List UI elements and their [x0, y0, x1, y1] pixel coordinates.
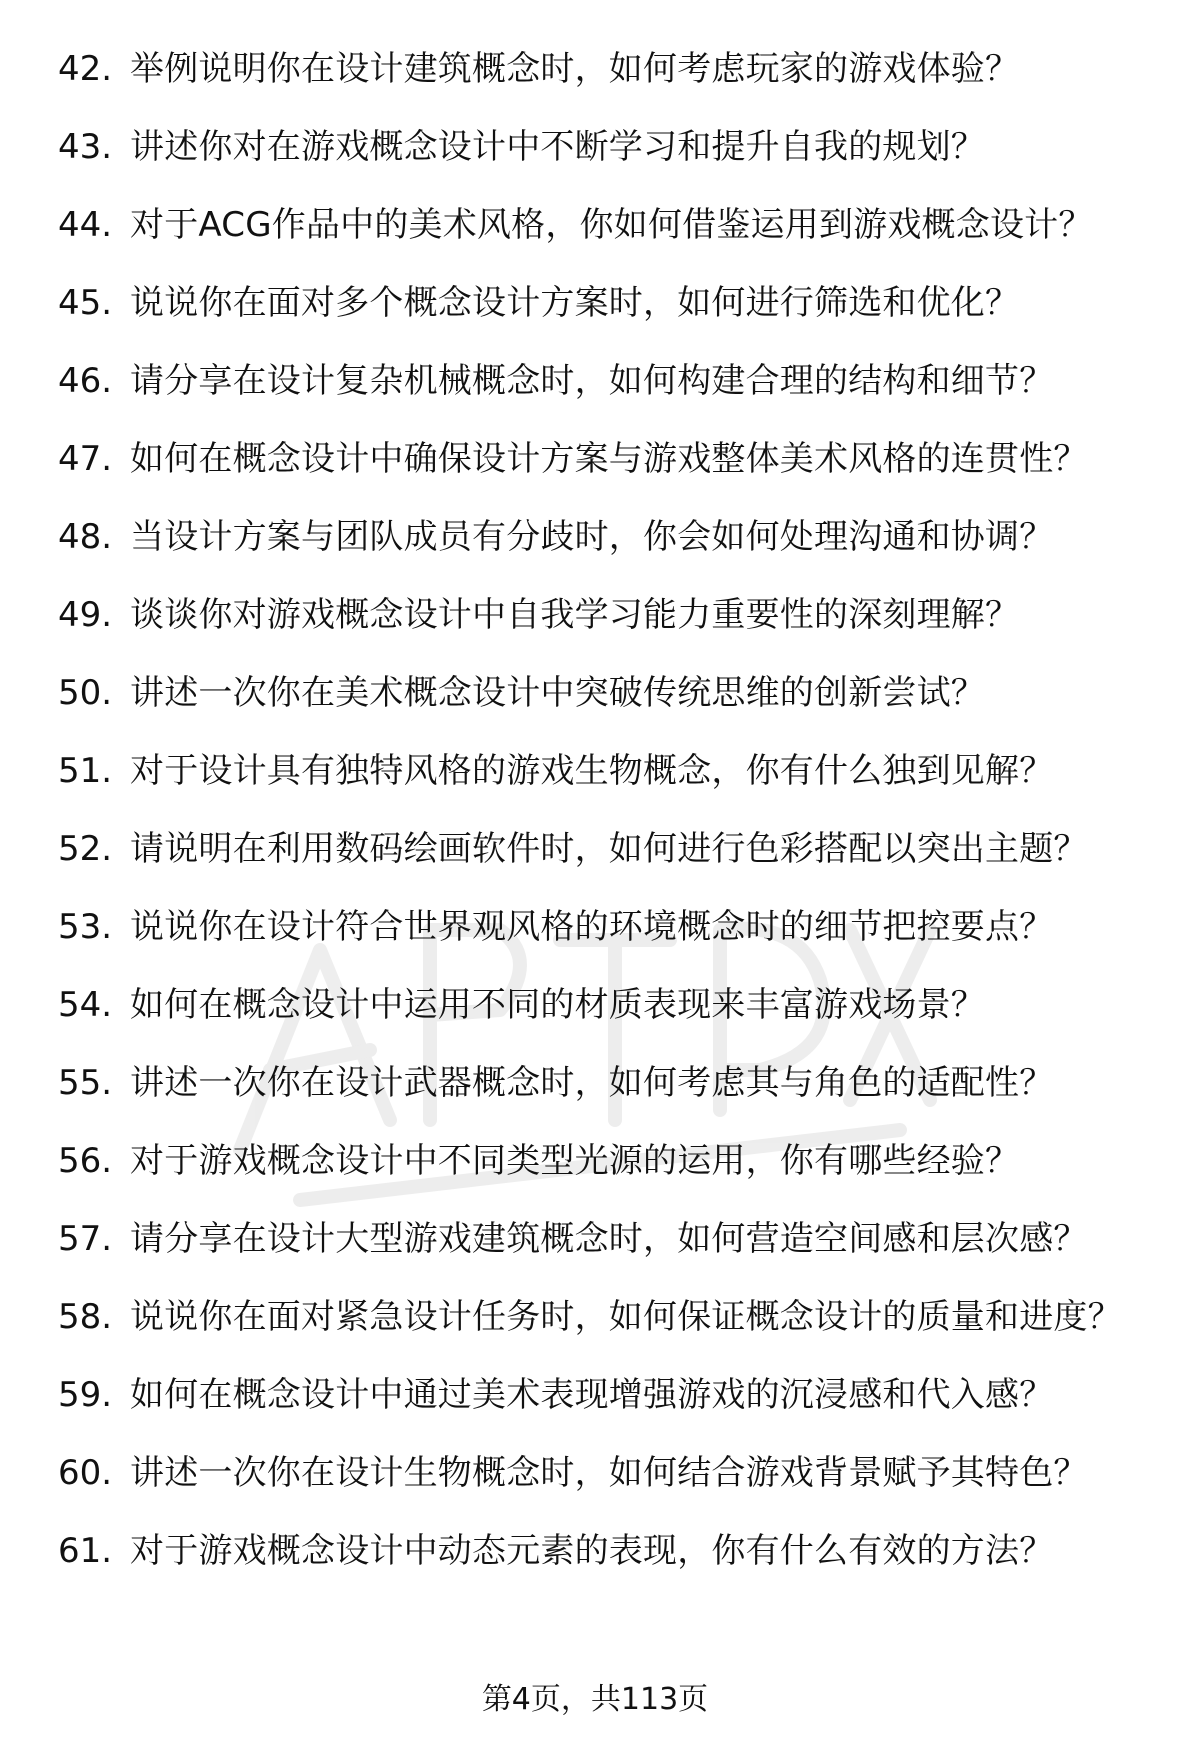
question-text: 说说你在设计符合世界观风格的环境概念时的细节把控要点？: [130, 907, 1054, 947]
list-item: [58, 1216, 1168, 1262]
list-item: [58, 1450, 1168, 1496]
list-item: [58, 1060, 1168, 1106]
question-number: 61.: [58, 1531, 113, 1571]
question-text: 请说明在利用数码绘画软件时，如何进行色彩搭配以突出主题？: [130, 829, 1088, 869]
question-text: 对于游戏概念设计中动态元素的表现，你有什么有效的方法？: [130, 1531, 1054, 1571]
list-item: [58, 1528, 1168, 1574]
question-text: 如何在概念设计中确保设计方案与游戏整体美术风格的连贯性？: [130, 439, 1088, 479]
question-text: 如何在概念设计中运用不同的材质表现来丰富游戏场景？: [130, 985, 985, 1025]
list-item: [58, 46, 1168, 92]
question-text: 说说你在面对紧急设计任务时，如何保证概念设计的质量和进度？: [130, 1297, 1122, 1337]
page-footer: [0, 1680, 1190, 1720]
question-text: 说说你在面对多个概念设计方案时，如何进行筛选和优化？: [130, 283, 1020, 323]
question-number: 48.: [58, 517, 113, 557]
list-item: [58, 280, 1168, 326]
question-text: 谈谈你对游戏概念设计中自我学习能力重要性的深刻理解？: [130, 595, 1020, 635]
question-number: 43.: [58, 127, 113, 167]
question-number: 47.: [58, 439, 113, 479]
list-item: [58, 670, 1168, 716]
list-item: [58, 1372, 1168, 1418]
list-item: [58, 826, 1168, 872]
question-number: 57.: [58, 1219, 113, 1259]
question-number: 54.: [58, 985, 113, 1025]
list-item: [58, 202, 1168, 248]
list-item: [58, 1294, 1168, 1340]
list-item: [58, 1138, 1168, 1184]
question-number: 49.: [58, 595, 113, 635]
question-text: 对于游戏概念设计中不同类型光源的运用，你有哪些经验？: [130, 1141, 1020, 1181]
list-item: [58, 514, 1168, 560]
question-number: 60.: [58, 1453, 113, 1493]
question-text: 当设计方案与团队成员有分歧时，你会如何处理沟通和协调？: [130, 517, 1054, 557]
question-text: 讲述一次你在设计生物概念时，如何结合游戏背景赋予其特色？: [130, 1453, 1088, 1493]
question-number: 52.: [58, 829, 113, 869]
list-item: [58, 124, 1168, 170]
question-text: 讲述一次你在美术概念设计中突破传统思维的创新尝试？: [130, 673, 985, 713]
question-number: 53.: [58, 907, 113, 947]
question-text: 如何在概念设计中通过美术表现增强游戏的沉浸感和代入感？: [130, 1375, 1054, 1415]
question-text: 讲述你对在游戏概念设计中不断学习和提升自我的规划？: [130, 127, 985, 167]
list-item: [58, 436, 1168, 482]
list-item: [58, 904, 1168, 950]
question-number: 55.: [58, 1063, 113, 1103]
page-number-label: 第4页，共113页: [481, 1682, 709, 1717]
list-item: [58, 982, 1168, 1028]
question-number: 58.: [58, 1297, 113, 1337]
question-number: 45.: [58, 283, 113, 323]
list-item: [58, 592, 1168, 638]
question-text: 对于设计具有独特风格的游戏生物概念，你有什么独到见解？: [130, 751, 1054, 791]
question-text: 举例说明你在设计建筑概念时，如何考虑玩家的游戏体验？: [130, 49, 1020, 89]
list-item: [58, 358, 1168, 404]
question-text: 讲述一次你在设计武器概念时，如何考虑其与角色的适配性？: [130, 1063, 1054, 1103]
list-item: [58, 748, 1168, 794]
question-number: 56.: [58, 1141, 113, 1181]
question-text: 对于ACG作品中的美术风格，你如何借鉴运用到游戏概念设计？: [130, 205, 1093, 245]
question-number: 44.: [58, 205, 113, 245]
question-number: 59.: [58, 1375, 113, 1415]
question-list: [58, 46, 1168, 1606]
question-text: 请分享在设计大型游戏建筑概念时，如何营造空间感和层次感？: [130, 1219, 1088, 1259]
question-text: 请分享在设计复杂机械概念时，如何构建合理的结构和细节？: [130, 361, 1054, 401]
question-number: 46.: [58, 361, 113, 401]
question-number: 51.: [58, 751, 113, 791]
question-number: 50.: [58, 673, 113, 713]
question-number: 42.: [58, 49, 113, 89]
